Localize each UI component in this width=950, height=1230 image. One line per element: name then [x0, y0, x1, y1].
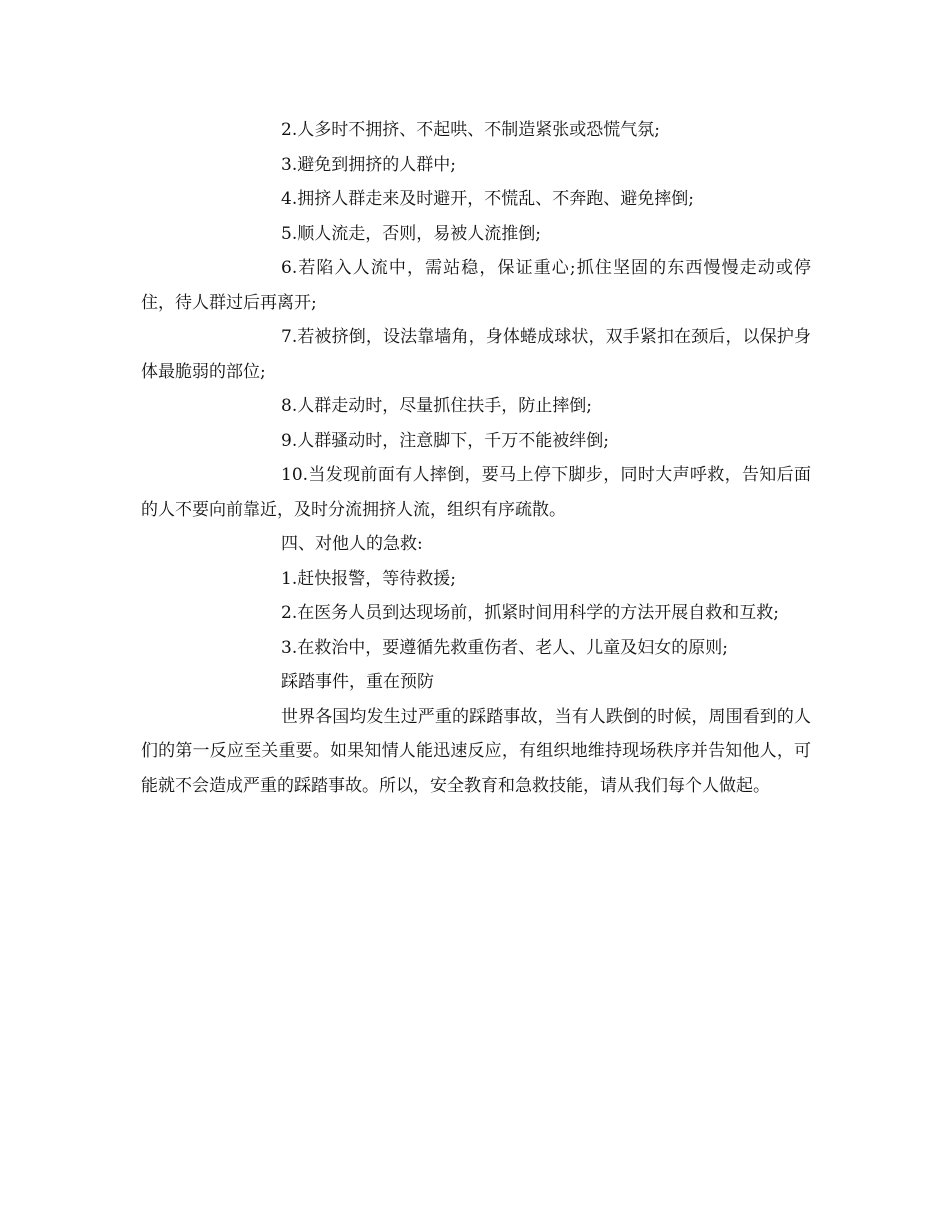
section-heading-first-aid: 四、对他人的急救: [281, 534, 423, 554]
list-item-rescue-priority: 3.在救治中，要遵循先救重伤者、老人、儿童及妇女的原则; [281, 637, 728, 658]
list-item-self-rescue: 2.在医务人员到达现场前，抓紧时间用科学的方法开展自救和互救; [281, 603, 779, 623]
closing-paragraph: 世界各国均发生过严重的踩踏事故，当有人跌倒的时候，周围看到的人们的第一反应至关重要。如果知情人能迅速反应，有组织地维持现场秩序并告知他人，可能就不会造成严重的踩踏事故。所以，安全教育和急救技能，请从我们每个人做起。 [141, 706, 811, 796]
list-item-stand-steady: 6.若陷入人流中，需站稳，保证重心;抓住坚固的东西慢慢走动或停住，待人群过后再离开; [141, 258, 811, 313]
list-item-protect-body: 7.若被挤倒，设法靠墙角，身体蜷成球状，双手紧扣在颈后，以保护身体最脆弱的部位; [141, 327, 811, 382]
list-item-call-police: 1.赶快报警，等待救援; [281, 568, 456, 589]
section-heading-prevention: 踩踏事件，重在预防 [281, 672, 434, 692]
list-item-hold-handrail: 8.人群走动时，尽量抓住扶手，防止摔倒; [281, 396, 592, 416]
list-item-follow-flow: 5.顺人流走，否则，易被人流推倒; [281, 223, 541, 244]
list-item-watch-feet: 9.人群骚动时，注意脚下，千万不能被绊倒; [281, 430, 609, 451]
list-item-stop-and-call: 10.当发现前面有人摔倒，要马上停下脚步，同时大声呼救，告知后面的人不要向前靠近，及时分流拥挤人流，组织有序疏散。 [141, 465, 811, 520]
list-item-step-aside: 4.拥挤人群走来及时避开，不慌乱、不奔跑、避免摔倒; [281, 189, 694, 209]
list-item-crowd-no-pushing: 2.人多时不拥挤、不起哄、不制造紧张或恐慌气氛; [281, 120, 660, 140]
document-body [141, 113, 811, 803]
list-item-avoid-crowds: 3.避免到拥挤的人群中; [281, 154, 456, 175]
